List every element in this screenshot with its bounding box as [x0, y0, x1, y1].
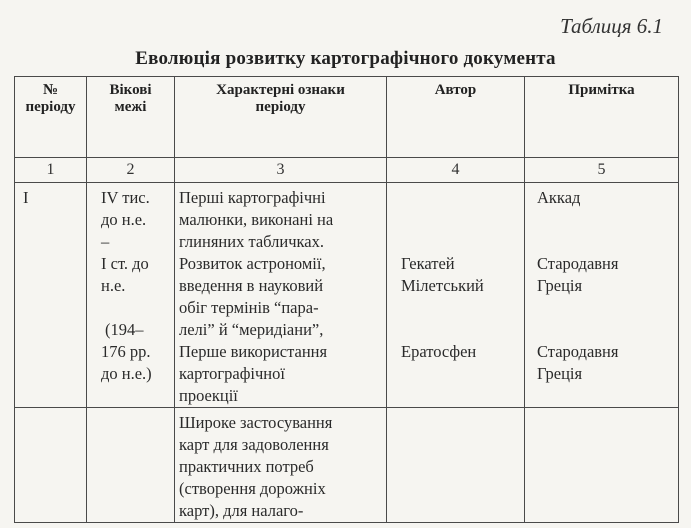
table-row-continuation [15, 408, 679, 523]
header-age-line2: межі [114, 99, 147, 115]
note-line: Стародавня [537, 342, 619, 361]
age-line: до н.е. [101, 210, 147, 229]
header-features-line1: Характерні ознаки [216, 82, 345, 98]
header-features [175, 77, 387, 158]
age-line: IV тис. [101, 188, 150, 207]
header-row [15, 77, 679, 158]
age-line: 176 рр. [101, 342, 151, 361]
age-cell [87, 183, 175, 408]
age-line: – [101, 232, 110, 251]
age-line: I ст. до [101, 254, 149, 273]
age-line: н.е. [101, 276, 126, 295]
column-number-3: 3 [175, 158, 387, 183]
table-row-period-1 [15, 183, 679, 408]
feature-line: Перше використання [179, 342, 328, 361]
column-number-row [15, 158, 679, 183]
column-number-4: 4 [387, 158, 525, 183]
column-number-1: 1 [15, 158, 87, 183]
author-line: Мілетський [401, 276, 484, 295]
features-cell [175, 183, 387, 408]
period-cell-empty [15, 408, 87, 523]
header-age-line1: Вікові [109, 82, 152, 98]
header-age-limits [87, 77, 175, 158]
author-line: Ератосфен [401, 342, 477, 361]
feature-line: Перші картографічні [179, 188, 326, 207]
feature-line: (створення дорожніх [179, 479, 326, 498]
age-line: до н.е.) [101, 364, 152, 383]
header-period-no-line1: № [42, 82, 59, 98]
note-line: Греція [537, 364, 583, 383]
features-cell-2 [175, 408, 387, 523]
note-line: Аккад [537, 188, 581, 207]
feature-line: практичних потреб [179, 457, 314, 476]
period-number: I [23, 188, 29, 207]
note-line: Греція [537, 276, 583, 295]
column-number-2: 2 [87, 158, 175, 183]
header-period-no [15, 77, 87, 158]
feature-line: Широке застосування [179, 413, 333, 432]
age-cell-empty [87, 408, 175, 523]
author-cell [387, 183, 525, 408]
table-title: Еволюція розвитку картографічного документа [135, 48, 556, 69]
header-author-text: Автор [434, 82, 477, 98]
feature-line: лелі” й “меридіани”, [179, 320, 324, 339]
note-cell [525, 183, 679, 408]
note-line: Стародавня [537, 254, 619, 273]
evolution-table [14, 76, 679, 523]
period-cell [15, 183, 87, 408]
author-line: Гекатей [401, 254, 455, 273]
feature-line: карт), для налаго- [179, 501, 304, 520]
feature-line: введення в науковий [179, 276, 324, 295]
column-number-5: 5 [525, 158, 679, 183]
header-note [525, 77, 679, 158]
feature-line: проекції [179, 386, 238, 405]
header-note-text: Примітка [568, 82, 635, 98]
feature-line: карт для задоволення [179, 435, 329, 454]
feature-line: Розвиток астрономії, [179, 254, 326, 273]
age-line: (194– [105, 320, 144, 339]
note-cell-empty [525, 408, 679, 523]
author-cell-empty [387, 408, 525, 523]
feature-line: картографічної [179, 364, 285, 383]
feature-line: обіг термінів “пара- [179, 298, 319, 317]
header-period-no-line2: періоду [25, 99, 76, 115]
header-author [387, 77, 525, 158]
feature-line: малюнки, виконані на [179, 210, 334, 229]
header-features-line2: періоду [255, 99, 306, 115]
feature-line: глиняних табличках. [179, 232, 324, 251]
table-caption: Таблиця 6.1 [560, 14, 663, 38]
